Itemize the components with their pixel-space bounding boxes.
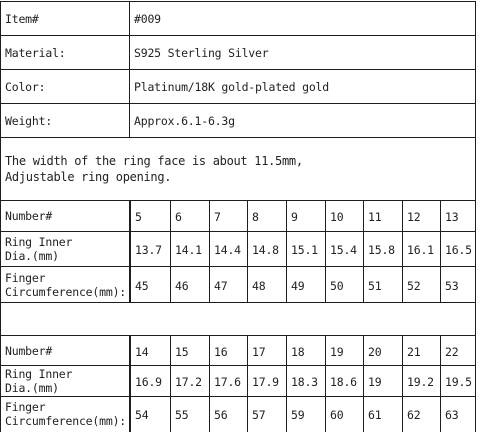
inner-dia-cell: 16.9 bbox=[135, 375, 162, 389]
size-number-cell: 10 bbox=[330, 210, 344, 224]
size-number-cell: 18 bbox=[291, 344, 305, 359]
circumference-cell: 57 bbox=[252, 407, 266, 422]
grid-line-vertical bbox=[129, 200, 130, 302]
size-number-cell: 21 bbox=[407, 344, 421, 359]
inner-dia-cell: 17.6 bbox=[214, 375, 241, 389]
grid-line-horizontal bbox=[0, 231, 476, 232]
circumference-cell: 62 bbox=[407, 407, 421, 422]
size-number-cell: 14 bbox=[135, 344, 149, 359]
size-number-cell: 16 bbox=[214, 344, 228, 359]
grid-line-horizontal bbox=[0, 137, 476, 138]
grid-line-vertical bbox=[170, 200, 171, 302]
grid-line-horizontal bbox=[0, 335, 476, 336]
grid-line-horizontal bbox=[0, 396, 476, 397]
grid-line-vertical bbox=[286, 335, 287, 432]
grid-line-vertical bbox=[247, 200, 248, 302]
inner-dia-cell: 16.1 bbox=[407, 243, 434, 257]
grid-line-vertical bbox=[325, 200, 326, 302]
inner-dia-cell: 15.1 bbox=[291, 243, 318, 257]
circumference-cell: 50 bbox=[330, 278, 344, 293]
grid-line-vertical bbox=[209, 200, 210, 302]
size-number-cell: 22 bbox=[445, 344, 459, 359]
grid-line-vertical bbox=[129, 335, 130, 432]
circumference-cell: 53 bbox=[445, 278, 459, 293]
circumference-label-line1: Finger bbox=[5, 270, 46, 285]
circumference-cell: 60 bbox=[330, 407, 344, 422]
size-number-cell: 9 bbox=[291, 210, 298, 224]
inner-dia-label-line1: Ring Inner bbox=[5, 367, 73, 381]
circumference-cell: 56 bbox=[214, 407, 228, 422]
adjustable-note: Adjustable ring opening. bbox=[5, 170, 172, 184]
inner-dia-row-label bbox=[1, 366, 129, 396]
circumference-label-line2: Circumference(mm): bbox=[5, 284, 127, 299]
item-label: Item# bbox=[5, 11, 39, 26]
inner-dia-label-line1: Ring Inner bbox=[5, 235, 73, 249]
inner-dia-cell: 14.1 bbox=[175, 243, 202, 257]
grid-line-vertical bbox=[0, 1, 1, 432]
size-number-cell: 20 bbox=[368, 344, 382, 359]
circumference-label-line1: Finger bbox=[5, 400, 46, 414]
grid-line-horizontal bbox=[0, 365, 476, 366]
inner-dia-cell: 19.5 bbox=[445, 375, 472, 389]
weight-value: Approx.6.1-6.3g bbox=[134, 113, 235, 128]
circumference-row-label bbox=[1, 267, 129, 302]
inner-dia-cell: 14.4 bbox=[214, 243, 241, 257]
inner-dia-label-line2: Dia.(mm) bbox=[5, 249, 59, 263]
grid-line-vertical bbox=[130, 200, 131, 302]
circumference-cell: 55 bbox=[175, 407, 189, 422]
grid-line-vertical bbox=[402, 335, 403, 432]
inner-dia-cell: 14.8 bbox=[252, 243, 279, 257]
circumference-cell: 63 bbox=[445, 407, 459, 422]
grid-line-horizontal bbox=[0, 1, 476, 2]
number-row-label: Number# bbox=[5, 209, 53, 223]
circumference-cell: 51 bbox=[368, 278, 382, 293]
circumference-cell: 49 bbox=[291, 278, 305, 293]
circumference-cell: 48 bbox=[252, 278, 266, 293]
inner-dia-cell: 16.5 bbox=[445, 243, 472, 257]
color-label: Color: bbox=[5, 79, 46, 94]
grid-line-vertical bbox=[129, 1, 130, 137]
number-row-label: Number# bbox=[5, 343, 53, 358]
grid-line-vertical bbox=[363, 335, 364, 432]
size-number-cell: 15 bbox=[175, 344, 189, 359]
color-value: Platinum/18K gold-plated gold bbox=[134, 79, 329, 94]
grid-line-vertical bbox=[363, 200, 364, 302]
weight-label: Weight: bbox=[5, 113, 53, 128]
grid-line-horizontal bbox=[0, 35, 476, 36]
inner-dia-row-label bbox=[1, 232, 129, 266]
inner-dia-cell: 19 bbox=[368, 375, 382, 389]
circumference-cell: 47 bbox=[214, 278, 228, 293]
material-value: S925 Sterling Silver bbox=[134, 45, 269, 60]
circumference-row-label bbox=[1, 397, 129, 431]
circumference-cell: 52 bbox=[407, 278, 421, 293]
grid-line-vertical bbox=[402, 200, 403, 302]
grid-line-vertical bbox=[440, 200, 441, 302]
circumference-label-line2: Circumference(mm): bbox=[5, 414, 127, 428]
circumference-cell: 61 bbox=[368, 407, 382, 422]
grid-line-vertical bbox=[440, 335, 441, 432]
grid-line-vertical bbox=[475, 1, 476, 432]
inner-dia-cell: 15.4 bbox=[330, 243, 357, 257]
size-number-cell: 8 bbox=[252, 210, 259, 224]
grid-line-vertical bbox=[286, 200, 287, 302]
size-number-cell: 6 bbox=[175, 210, 182, 224]
material-label: Material: bbox=[5, 45, 66, 60]
inner-dia-cell: 18.3 bbox=[291, 375, 318, 389]
grid-line-horizontal bbox=[0, 69, 476, 70]
circumference-cell: 46 bbox=[175, 278, 189, 293]
size-number-cell: 17 bbox=[252, 344, 266, 359]
circumference-cell: 59 bbox=[291, 407, 305, 422]
inner-dia-cell: 13.7 bbox=[135, 243, 162, 257]
item-value: #009 bbox=[134, 11, 161, 26]
inner-dia-cell: 18.6 bbox=[330, 375, 357, 389]
grid-line-vertical bbox=[209, 335, 210, 432]
size-number-cell: 12 bbox=[407, 210, 421, 224]
inner-dia-label-line2: Dia.(mm) bbox=[5, 381, 59, 395]
grid-line-vertical bbox=[325, 335, 326, 432]
grid-line-horizontal bbox=[0, 266, 476, 267]
size-number-cell: 13 bbox=[445, 210, 459, 224]
size-number-cell: 19 bbox=[330, 344, 344, 359]
grid-line-vertical bbox=[170, 335, 171, 432]
grid-line-horizontal bbox=[0, 200, 476, 201]
size-number-cell: 5 bbox=[135, 210, 142, 224]
grid-line-horizontal bbox=[0, 302, 476, 303]
inner-dia-cell: 17.2 bbox=[175, 375, 202, 389]
circumference-cell: 45 bbox=[135, 278, 149, 293]
ring-note bbox=[1, 138, 474, 200]
inner-dia-cell: 19.2 bbox=[407, 375, 434, 389]
grid-line-horizontal bbox=[0, 103, 476, 104]
inner-dia-cell: 17.9 bbox=[252, 375, 279, 389]
size-number-cell: 7 bbox=[214, 210, 221, 224]
inner-dia-cell: 15.8 bbox=[368, 243, 395, 257]
size-number-cell: 11 bbox=[368, 210, 382, 224]
grid-line-vertical bbox=[130, 335, 131, 432]
circumference-cell: 54 bbox=[135, 407, 149, 422]
grid-line-vertical bbox=[247, 335, 248, 432]
ring-width-note: The width of the ring face is about 11.5mm, bbox=[5, 154, 303, 168]
